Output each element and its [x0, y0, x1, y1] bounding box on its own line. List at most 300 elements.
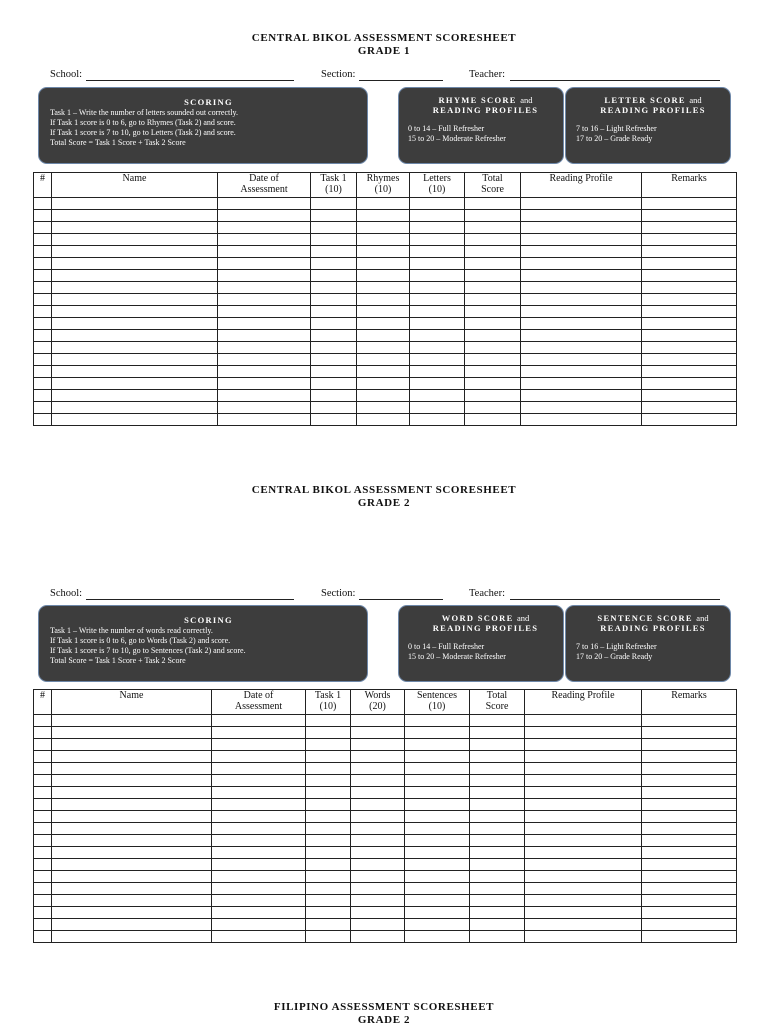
table-cell[interactable] [34, 198, 52, 210]
table-cell[interactable] [218, 330, 311, 342]
table-cell[interactable] [212, 763, 306, 775]
table-cell[interactable] [218, 390, 311, 402]
table-cell[interactable] [642, 210, 737, 222]
table-cell[interactable] [470, 931, 525, 943]
table-cell[interactable] [525, 919, 642, 931]
table-cell[interactable] [351, 751, 405, 763]
table-cell[interactable] [405, 739, 470, 751]
table-cell[interactable] [642, 294, 737, 306]
table-cell[interactable] [212, 799, 306, 811]
table-cell[interactable] [410, 414, 465, 426]
table-cell[interactable] [525, 799, 642, 811]
table-cell[interactable] [351, 931, 405, 943]
table-cell[interactable] [34, 895, 52, 907]
table-cell[interactable] [311, 402, 357, 414]
table-cell[interactable] [52, 931, 212, 943]
table-cell[interactable] [52, 763, 212, 775]
table-cell[interactable] [357, 330, 410, 342]
table-cell[interactable] [34, 234, 52, 246]
table-cell[interactable] [218, 378, 311, 390]
table-cell[interactable] [34, 787, 52, 799]
table-cell[interactable] [642, 270, 737, 282]
table-cell[interactable] [521, 318, 642, 330]
table-cell[interactable] [311, 378, 357, 390]
table-cell[interactable] [351, 763, 405, 775]
table-cell[interactable] [34, 883, 52, 895]
table-cell[interactable] [52, 883, 212, 895]
table-cell[interactable] [306, 751, 351, 763]
table-cell[interactable] [470, 835, 525, 847]
table-cell[interactable] [212, 883, 306, 895]
table-cell[interactable] [465, 210, 521, 222]
table-cell[interactable] [52, 823, 212, 835]
table-cell[interactable] [306, 715, 351, 727]
table-cell[interactable] [351, 907, 405, 919]
table-cell[interactable] [351, 727, 405, 739]
table-cell[interactable] [218, 198, 311, 210]
table-cell[interactable] [642, 222, 737, 234]
table-cell[interactable] [34, 739, 52, 751]
table-cell[interactable] [351, 787, 405, 799]
table-cell[interactable] [306, 739, 351, 751]
table-cell[interactable] [311, 306, 357, 318]
table-cell[interactable] [34, 835, 52, 847]
table-cell[interactable] [470, 823, 525, 835]
table-cell[interactable] [410, 306, 465, 318]
table-cell[interactable] [52, 390, 218, 402]
table-cell[interactable] [212, 727, 306, 739]
table-cell[interactable] [642, 787, 737, 799]
table-cell[interactable] [306, 895, 351, 907]
table-cell[interactable] [521, 294, 642, 306]
table-cell[interactable] [357, 402, 410, 414]
table-cell[interactable] [311, 270, 357, 282]
table-cell[interactable] [410, 246, 465, 258]
table-cell[interactable] [525, 859, 642, 871]
table-cell[interactable] [218, 354, 311, 366]
table-cell[interactable] [357, 234, 410, 246]
table-cell[interactable] [642, 246, 737, 258]
table-cell[interactable] [470, 727, 525, 739]
table-cell[interactable] [52, 751, 212, 763]
table-cell[interactable] [405, 823, 470, 835]
table-cell[interactable] [465, 246, 521, 258]
table-cell[interactable] [465, 306, 521, 318]
table-cell[interactable] [306, 919, 351, 931]
table-cell[interactable] [525, 847, 642, 859]
table-cell[interactable] [357, 354, 410, 366]
table-cell[interactable] [218, 222, 311, 234]
table-cell[interactable] [465, 222, 521, 234]
table-cell[interactable] [357, 258, 410, 270]
table-cell[interactable] [34, 270, 52, 282]
table-cell[interactable] [405, 859, 470, 871]
table-cell[interactable] [465, 342, 521, 354]
table-cell[interactable] [410, 366, 465, 378]
table-cell[interactable] [218, 258, 311, 270]
table-cell[interactable] [525, 727, 642, 739]
table-cell[interactable] [405, 811, 470, 823]
table-cell[interactable] [521, 270, 642, 282]
table-cell[interactable] [405, 883, 470, 895]
table-cell[interactable] [357, 414, 410, 426]
table-cell[interactable] [34, 222, 52, 234]
table-cell[interactable] [642, 931, 737, 943]
section-field[interactable] [359, 599, 443, 600]
table-cell[interactable] [642, 847, 737, 859]
table-cell[interactable] [52, 258, 218, 270]
table-cell[interactable] [642, 366, 737, 378]
table-cell[interactable] [470, 907, 525, 919]
table-cell[interactable] [52, 330, 218, 342]
table-cell[interactable] [52, 306, 218, 318]
table-cell[interactable] [410, 402, 465, 414]
table-cell[interactable] [52, 715, 212, 727]
table-cell[interactable] [410, 282, 465, 294]
table-cell[interactable] [357, 282, 410, 294]
table-cell[interactable] [351, 775, 405, 787]
table-cell[interactable] [465, 318, 521, 330]
table-cell[interactable] [311, 210, 357, 222]
table-cell[interactable] [52, 799, 212, 811]
table-cell[interactable] [521, 414, 642, 426]
table-cell[interactable] [52, 895, 212, 907]
table-cell[interactable] [306, 871, 351, 883]
table-cell[interactable] [212, 931, 306, 943]
table-cell[interactable] [470, 895, 525, 907]
table-cell[interactable] [470, 787, 525, 799]
table-cell[interactable] [34, 414, 52, 426]
table-cell[interactable] [525, 907, 642, 919]
table-cell[interactable] [405, 751, 470, 763]
table-cell[interactable] [405, 763, 470, 775]
table-cell[interactable] [34, 907, 52, 919]
table-cell[interactable] [306, 763, 351, 775]
table-cell[interactable] [311, 342, 357, 354]
table-cell[interactable] [642, 919, 737, 931]
table-cell[interactable] [405, 787, 470, 799]
table-cell[interactable] [642, 390, 737, 402]
table-cell[interactable] [470, 715, 525, 727]
table-cell[interactable] [52, 342, 218, 354]
table-cell[interactable] [311, 294, 357, 306]
table-cell[interactable] [52, 847, 212, 859]
table-cell[interactable] [351, 823, 405, 835]
table-cell[interactable] [306, 799, 351, 811]
table-cell[interactable] [642, 234, 737, 246]
table-cell[interactable] [351, 739, 405, 751]
table-cell[interactable] [52, 787, 212, 799]
table-cell[interactable] [52, 198, 218, 210]
table-cell[interactable] [465, 378, 521, 390]
table-cell[interactable] [351, 811, 405, 823]
table-cell[interactable] [218, 294, 311, 306]
table-cell[interactable] [34, 378, 52, 390]
table-cell[interactable] [52, 907, 212, 919]
table-cell[interactable] [525, 811, 642, 823]
table-cell[interactable] [642, 883, 737, 895]
table-cell[interactable] [521, 402, 642, 414]
table-cell[interactable] [34, 294, 52, 306]
table-cell[interactable] [306, 907, 351, 919]
table-cell[interactable] [351, 859, 405, 871]
table-cell[interactable] [212, 751, 306, 763]
table-cell[interactable] [642, 823, 737, 835]
table-cell[interactable] [212, 775, 306, 787]
table-cell[interactable] [410, 378, 465, 390]
table-cell[interactable] [34, 366, 52, 378]
table-cell[interactable] [52, 378, 218, 390]
table-cell[interactable] [642, 198, 737, 210]
table-cell[interactable] [405, 919, 470, 931]
table-cell[interactable] [34, 919, 52, 931]
table-cell[interactable] [410, 342, 465, 354]
table-cell[interactable] [34, 318, 52, 330]
table-cell[interactable] [642, 402, 737, 414]
table-cell[interactable] [218, 234, 311, 246]
table-cell[interactable] [525, 775, 642, 787]
table-cell[interactable] [34, 871, 52, 883]
table-cell[interactable] [34, 931, 52, 943]
table-cell[interactable] [52, 414, 218, 426]
table-cell[interactable] [357, 294, 410, 306]
table-cell[interactable] [306, 859, 351, 871]
table-cell[interactable] [357, 378, 410, 390]
table-cell[interactable] [351, 799, 405, 811]
table-cell[interactable] [470, 799, 525, 811]
table-cell[interactable] [311, 246, 357, 258]
table-cell[interactable] [642, 907, 737, 919]
table-cell[interactable] [351, 895, 405, 907]
table-cell[interactable] [525, 787, 642, 799]
table-cell[interactable] [642, 835, 737, 847]
table-cell[interactable] [212, 823, 306, 835]
table-cell[interactable] [52, 210, 218, 222]
table-cell[interactable] [521, 234, 642, 246]
table-cell[interactable] [306, 931, 351, 943]
table-cell[interactable] [410, 210, 465, 222]
table-cell[interactable] [521, 306, 642, 318]
table-cell[interactable] [52, 739, 212, 751]
table-cell[interactable] [34, 306, 52, 318]
table-cell[interactable] [470, 775, 525, 787]
table-cell[interactable] [470, 883, 525, 895]
table-cell[interactable] [311, 366, 357, 378]
table-cell[interactable] [34, 823, 52, 835]
table-cell[interactable] [465, 330, 521, 342]
table-cell[interactable] [52, 366, 218, 378]
table-cell[interactable] [311, 318, 357, 330]
table-cell[interactable] [521, 330, 642, 342]
table-cell[interactable] [52, 402, 218, 414]
table-cell[interactable] [642, 378, 737, 390]
table-cell[interactable] [218, 318, 311, 330]
table-cell[interactable] [52, 835, 212, 847]
table-cell[interactable] [52, 246, 218, 258]
table-cell[interactable] [218, 366, 311, 378]
table-cell[interactable] [521, 198, 642, 210]
table-cell[interactable] [52, 919, 212, 931]
table-cell[interactable] [405, 907, 470, 919]
table-cell[interactable] [525, 739, 642, 751]
table-cell[interactable] [465, 390, 521, 402]
table-cell[interactable] [212, 859, 306, 871]
table-cell[interactable] [52, 234, 218, 246]
table-cell[interactable] [642, 306, 737, 318]
table-cell[interactable] [34, 258, 52, 270]
table-cell[interactable] [52, 871, 212, 883]
table-cell[interactable] [410, 258, 465, 270]
table-cell[interactable] [525, 931, 642, 943]
table-cell[interactable] [351, 715, 405, 727]
table-cell[interactable] [357, 198, 410, 210]
table-cell[interactable] [351, 919, 405, 931]
teacher-field[interactable] [510, 80, 720, 81]
table-cell[interactable] [212, 871, 306, 883]
table-cell[interactable] [218, 270, 311, 282]
section-field[interactable] [359, 80, 443, 81]
table-cell[interactable] [218, 402, 311, 414]
table-cell[interactable] [52, 727, 212, 739]
table-cell[interactable] [470, 919, 525, 931]
table-cell[interactable] [525, 895, 642, 907]
table-cell[interactable] [52, 222, 218, 234]
table-cell[interactable] [34, 330, 52, 342]
table-cell[interactable] [521, 354, 642, 366]
table-cell[interactable] [465, 282, 521, 294]
table-cell[interactable] [405, 799, 470, 811]
table-cell[interactable] [34, 354, 52, 366]
table-cell[interactable] [410, 234, 465, 246]
table-cell[interactable] [465, 234, 521, 246]
table-cell[interactable] [218, 306, 311, 318]
table-cell[interactable] [642, 258, 737, 270]
table-cell[interactable] [311, 414, 357, 426]
table-cell[interactable] [470, 847, 525, 859]
table-cell[interactable] [465, 366, 521, 378]
table-cell[interactable] [405, 931, 470, 943]
table-cell[interactable] [642, 414, 737, 426]
table-cell[interactable] [470, 751, 525, 763]
table-cell[interactable] [212, 835, 306, 847]
table-cell[interactable] [521, 366, 642, 378]
table-cell[interactable] [405, 871, 470, 883]
table-cell[interactable] [212, 895, 306, 907]
table-cell[interactable] [212, 907, 306, 919]
table-cell[interactable] [465, 354, 521, 366]
table-cell[interactable] [306, 811, 351, 823]
table-cell[interactable] [218, 210, 311, 222]
table-cell[interactable] [212, 739, 306, 751]
table-cell[interactable] [351, 847, 405, 859]
table-cell[interactable] [351, 871, 405, 883]
table-cell[interactable] [34, 799, 52, 811]
table-cell[interactable] [405, 895, 470, 907]
table-cell[interactable] [34, 390, 52, 402]
table-cell[interactable] [306, 727, 351, 739]
table-cell[interactable] [311, 234, 357, 246]
table-cell[interactable] [525, 763, 642, 775]
table-cell[interactable] [34, 811, 52, 823]
table-cell[interactable] [525, 871, 642, 883]
table-cell[interactable] [34, 282, 52, 294]
table-cell[interactable] [311, 390, 357, 402]
table-cell[interactable] [52, 294, 218, 306]
table-cell[interactable] [470, 859, 525, 871]
table-cell[interactable] [642, 715, 737, 727]
table-cell[interactable] [52, 282, 218, 294]
table-cell[interactable] [306, 823, 351, 835]
table-cell[interactable] [465, 198, 521, 210]
table-cell[interactable] [521, 222, 642, 234]
table-cell[interactable] [525, 715, 642, 727]
table-cell[interactable] [34, 246, 52, 258]
table-cell[interactable] [470, 871, 525, 883]
school-field[interactable] [86, 80, 294, 81]
table-cell[interactable] [410, 354, 465, 366]
table-cell[interactable] [642, 727, 737, 739]
table-cell[interactable] [52, 775, 212, 787]
table-cell[interactable] [410, 294, 465, 306]
table-cell[interactable] [470, 811, 525, 823]
table-cell[interactable] [357, 366, 410, 378]
table-cell[interactable] [34, 763, 52, 775]
table-cell[interactable] [410, 330, 465, 342]
table-cell[interactable] [642, 799, 737, 811]
table-cell[interactable] [642, 330, 737, 342]
table-cell[interactable] [311, 222, 357, 234]
table-cell[interactable] [525, 883, 642, 895]
table-cell[interactable] [311, 354, 357, 366]
table-cell[interactable] [521, 282, 642, 294]
table-cell[interactable] [465, 258, 521, 270]
table-cell[interactable] [642, 282, 737, 294]
table-cell[interactable] [306, 883, 351, 895]
table-cell[interactable] [410, 222, 465, 234]
table-cell[interactable] [521, 258, 642, 270]
table-cell[interactable] [465, 414, 521, 426]
table-cell[interactable] [465, 402, 521, 414]
table-cell[interactable] [405, 847, 470, 859]
table-cell[interactable] [34, 859, 52, 871]
table-cell[interactable] [525, 835, 642, 847]
table-cell[interactable] [642, 739, 737, 751]
table-cell[interactable] [52, 354, 218, 366]
table-cell[interactable] [357, 246, 410, 258]
table-cell[interactable] [311, 198, 357, 210]
table-cell[interactable] [642, 751, 737, 763]
table-cell[interactable] [34, 727, 52, 739]
table-cell[interactable] [212, 811, 306, 823]
table-cell[interactable] [218, 342, 311, 354]
school-field[interactable] [86, 599, 294, 600]
table-cell[interactable] [311, 258, 357, 270]
table-cell[interactable] [410, 318, 465, 330]
table-cell[interactable] [311, 282, 357, 294]
table-cell[interactable] [521, 378, 642, 390]
table-cell[interactable] [212, 787, 306, 799]
table-cell[interactable] [642, 859, 737, 871]
table-cell[interactable] [52, 318, 218, 330]
table-cell[interactable] [521, 342, 642, 354]
table-cell[interactable] [218, 282, 311, 294]
table-cell[interactable] [525, 823, 642, 835]
table-cell[interactable] [642, 354, 737, 366]
table-cell[interactable] [357, 306, 410, 318]
table-cell[interactable] [642, 318, 737, 330]
table-cell[interactable] [357, 342, 410, 354]
table-cell[interactable] [34, 751, 52, 763]
